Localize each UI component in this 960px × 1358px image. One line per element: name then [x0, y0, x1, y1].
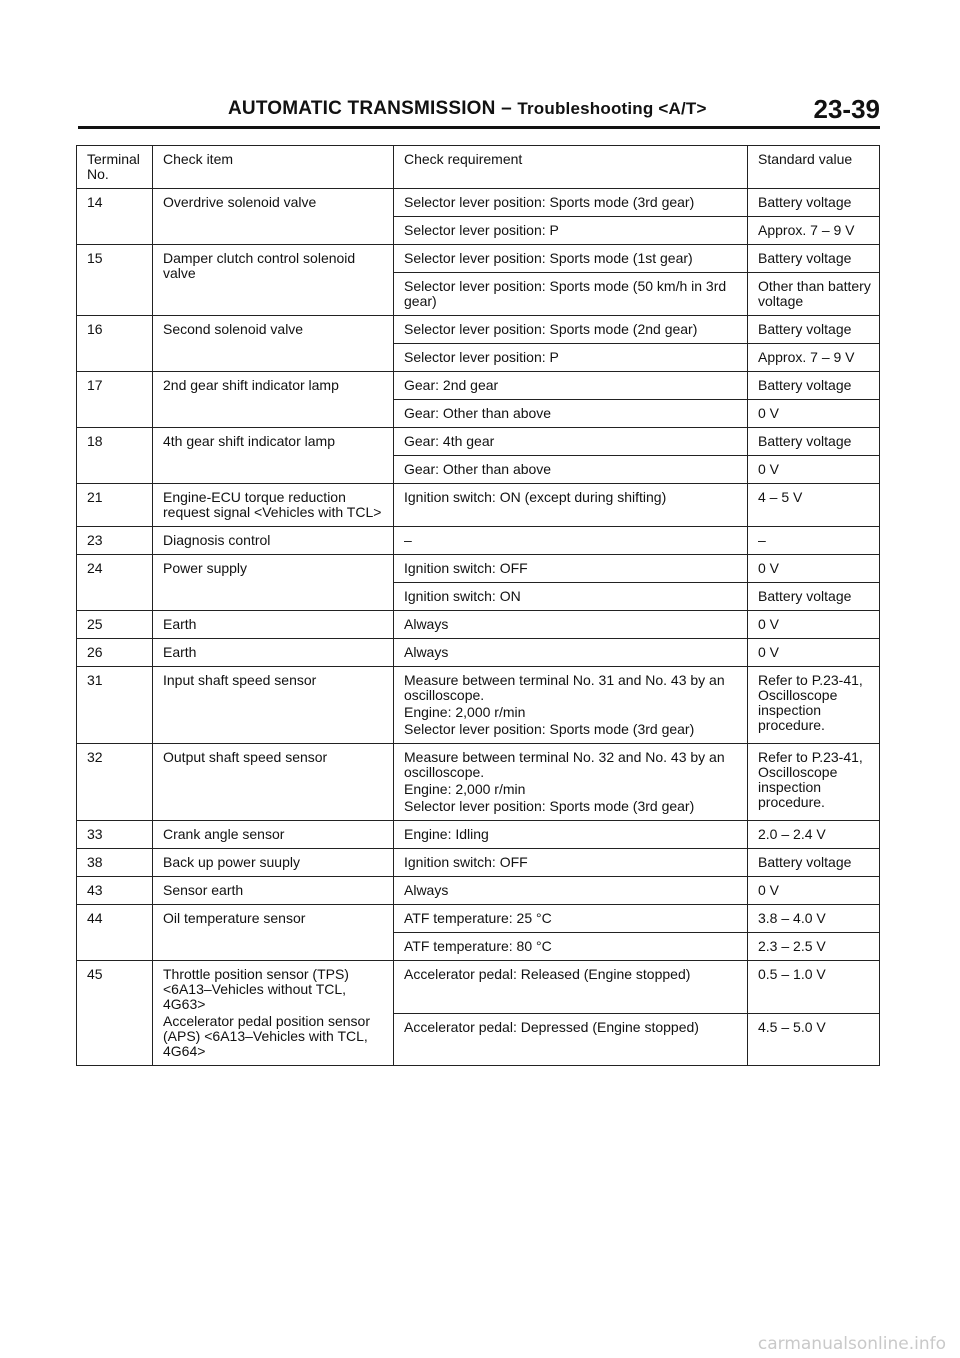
check-requirement: Selector lever position: Sports mode (1st gear)	[394, 245, 748, 273]
standard-value: Approx. 7 – 9 V	[748, 344, 880, 372]
page-number: 23-39	[813, 94, 880, 124]
standard-value: 0 V	[748, 611, 880, 639]
terminal-number: 17	[77, 372, 153, 428]
check-requirement: Always	[394, 611, 748, 639]
table-row	[77, 744, 880, 821]
check-item: Back up power suuply	[153, 849, 394, 877]
header-check-requirement: Check requirement	[394, 146, 748, 189]
terminal-number: 32	[77, 744, 153, 821]
section-subtitle: Troubleshooting <A/T>	[517, 99, 707, 118]
check-requirement: Ignition switch: ON (except during shifting)	[394, 484, 748, 527]
check-item: 2nd gear shift indicator lamp	[153, 372, 394, 428]
terminal-number: 38	[77, 849, 153, 877]
check-requirement: ATF temperature: 25 °C	[394, 905, 748, 933]
table-row	[77, 316, 880, 344]
standard-value: Battery voltage	[748, 372, 880, 400]
check-item: Overdrive solenoid valve	[153, 189, 394, 245]
check-requirement: Selector lever position: P	[394, 344, 748, 372]
check-requirement: Gear: Other than above	[394, 400, 748, 428]
standard-value: 3.8 – 4.0 V	[748, 905, 880, 933]
check-item: Earth	[153, 611, 394, 639]
standard-value: 4 – 5 V	[748, 484, 880, 527]
check-item: Sensor earth	[153, 877, 394, 905]
text-line: Accelerator pedal position sensor (APS) <6A13–Vehicles with TCL, 4G64>	[163, 1013, 371, 1059]
check-item: Output shaft speed sensor	[153, 744, 394, 821]
table-row	[77, 877, 880, 905]
check-requirement	[394, 744, 748, 821]
standard-value: 0 V	[748, 555, 880, 583]
text-line: Measure between terminal No. 31 and No. 43 by an oscilloscope.	[404, 672, 725, 703]
standard-value: –	[748, 527, 880, 555]
terminal-number: 18	[77, 428, 153, 484]
check-requirement	[394, 667, 748, 744]
table-row	[77, 961, 880, 1014]
standard-value: 2.0 – 2.4 V	[748, 821, 880, 849]
table-row	[77, 821, 880, 849]
standard-value: Refer to P.23-41, Oscilloscope inspection procedure.	[748, 744, 880, 821]
check-requirement: Ignition switch: OFF	[394, 849, 748, 877]
text-line: Engine: 2,000 r/min	[404, 781, 526, 797]
standard-value: Other than battery voltage	[748, 273, 880, 316]
terminal-number: 23	[77, 527, 153, 555]
table-row	[77, 905, 880, 933]
terminal-check-table	[76, 145, 880, 1066]
table-row	[77, 428, 880, 456]
table-row	[77, 372, 880, 400]
title-separator: –	[495, 98, 518, 119]
check-item: Damper clutch control solenoid valve	[153, 245, 394, 316]
watermark-text: carmanualsonline.info	[757, 1334, 946, 1354]
section-title: AUTOMATIC TRANSMISSION	[228, 98, 496, 119]
check-requirement: Ignition switch: ON	[394, 583, 748, 611]
check-requirement: –	[394, 527, 748, 555]
table-header-row	[77, 146, 880, 189]
table-row	[77, 189, 880, 217]
terminal-number: 31	[77, 667, 153, 744]
standard-value: 0.5 – 1.0 V	[748, 961, 880, 1014]
standard-value: Approx. 7 – 9 V	[748, 217, 880, 245]
table-row	[77, 555, 880, 583]
check-requirement: Selector lever position: Sports mode (3rd gear)	[394, 189, 748, 217]
text-line: Selector lever position: Sports mode (3rd gear)	[404, 721, 695, 737]
table-row	[77, 667, 880, 744]
standard-value: Battery voltage	[748, 316, 880, 344]
check-item: Earth	[153, 639, 394, 667]
table-row	[77, 484, 880, 527]
check-item: Engine-ECU torque reduction request signal <Vehicles with TCL>	[153, 484, 394, 527]
header-rule	[78, 126, 880, 129]
table-row	[77, 849, 880, 877]
terminal-number: 21	[77, 484, 153, 527]
table-body	[77, 189, 880, 1066]
check-requirement: Gear: Other than above	[394, 456, 748, 484]
check-item	[153, 961, 394, 1066]
standard-value: Battery voltage	[748, 428, 880, 456]
check-item: Oil temperature sensor	[153, 905, 394, 961]
text-line: Measure between terminal No. 32 and No. 43 by an oscilloscope.	[404, 749, 725, 780]
check-item: Input shaft speed sensor	[153, 667, 394, 744]
standard-value: 0 V	[748, 639, 880, 667]
terminal-number: 45	[77, 961, 153, 1066]
table-row	[77, 639, 880, 667]
terminal-number: 25	[77, 611, 153, 639]
standard-value: Battery voltage	[748, 189, 880, 217]
header-standard-value: Standard value	[748, 146, 880, 189]
table-row	[77, 245, 880, 273]
check-requirement: Gear: 2nd gear	[394, 372, 748, 400]
check-requirement: Ignition switch: OFF	[394, 555, 748, 583]
standard-value: 0 V	[748, 877, 880, 905]
header-check-item: Check item	[153, 146, 394, 189]
standard-value: Battery voltage	[748, 583, 880, 611]
standard-value: Battery voltage	[748, 849, 880, 877]
terminal-number: 33	[77, 821, 153, 849]
check-item: Power supply	[153, 555, 394, 611]
standard-value: 2.3 – 2.5 V	[748, 933, 880, 961]
check-requirement: Selector lever position: Sports mode (50 km/h in 3rd gear)	[394, 273, 748, 316]
terminal-number: 44	[77, 905, 153, 961]
standard-value: 0 V	[748, 456, 880, 484]
check-requirement: ATF temperature: 80 °C	[394, 933, 748, 961]
check-requirement: Selector lever position: P	[394, 217, 748, 245]
terminal-number: 15	[77, 245, 153, 316]
check-requirement: Accelerator pedal: Depressed (Engine stopped)	[394, 1013, 748, 1066]
terminal-number: 43	[77, 877, 153, 905]
check-requirement: Engine: Idling	[394, 821, 748, 849]
standard-value: Battery voltage	[748, 245, 880, 273]
check-item: 4th gear shift indicator lamp	[153, 428, 394, 484]
table-row	[77, 611, 880, 639]
text-line: Selector lever position: Sports mode (3rd gear)	[404, 798, 695, 814]
check-requirement: Selector lever position: Sports mode (2nd gear)	[394, 316, 748, 344]
check-item: Crank angle sensor	[153, 821, 394, 849]
table-row	[77, 527, 880, 555]
check-item: Second solenoid valve	[153, 316, 394, 372]
header-terminal: Terminal No.	[77, 146, 153, 189]
standard-value: 0 V	[748, 400, 880, 428]
check-requirement: Accelerator pedal: Released (Engine stopped)	[394, 961, 748, 1014]
check-item: Diagnosis control	[153, 527, 394, 555]
standard-value: Refer to P.23-41, Oscilloscope inspection procedure.	[748, 667, 880, 744]
text-line: Engine: 2,000 r/min	[404, 704, 526, 720]
terminal-number: 24	[77, 555, 153, 611]
text-line: Throttle position sensor (TPS) <6A13–Vehicles without TCL, 4G63>	[163, 966, 349, 1012]
check-requirement: Always	[394, 639, 748, 667]
terminal-number: 16	[77, 316, 153, 372]
standard-value: 4.5 – 5.0 V	[748, 1013, 880, 1066]
terminal-number: 14	[77, 189, 153, 245]
check-requirement: Always	[394, 877, 748, 905]
terminal-number: 26	[77, 639, 153, 667]
page-title	[228, 98, 707, 120]
check-requirement: Gear: 4th gear	[394, 428, 748, 456]
